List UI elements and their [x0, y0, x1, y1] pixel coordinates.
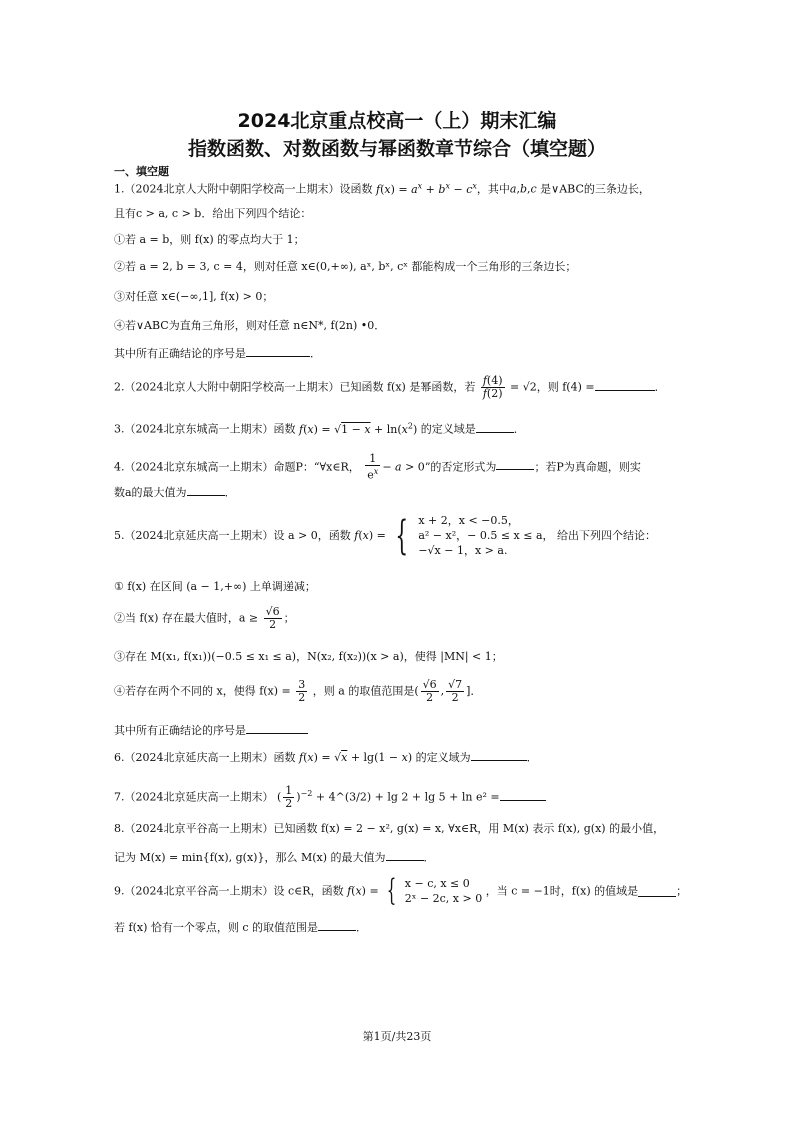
question-5-option-1: ① f(x) 在区间 (a − 1,+∞) 上单调递减； — [114, 580, 316, 593]
fraction: $\frac{3}{2}$ — [298, 678, 306, 704]
question-1-option-1: ①若 a = b，则 f(x) 的零点均大于 1； — [114, 233, 305, 246]
document-title: 2024北京重点校高一（上）期末汇编 — [237, 110, 557, 132]
answer-blank — [187, 484, 225, 496]
answer-blank — [318, 919, 356, 931]
left-brace: { — [386, 873, 397, 908]
question-2: 2.（2024北京人大附中朝阳学校高一上期末）已知函数 f(x) 是幂函数，若 $\frac{f(4)}{f(2)}$ = √2，则 f(4) = ． — [114, 374, 666, 400]
left-brace: { — [395, 512, 409, 559]
answer-blank — [496, 458, 534, 470]
fraction: $\frac{1}{2}$ — [285, 784, 293, 810]
document-subtitle: 指数函数、对数函数与幂函数章节综合（填空题） — [187, 138, 606, 160]
question-5-ask: 其中所有正确结论的序号是 — [114, 722, 308, 738]
question-6: 6.（2024北京延庆高一上期末）函数 f(x) = √x + lg(1 − x) 的定义域为 ． — [114, 751, 538, 764]
question-3: 3.（2024北京东城高一上期末）函数 $f(x) = √1 - x + \ln(x^2)$ 的定义域是 ． — [114, 421, 525, 436]
fraction: $\frac{1}{e^x}$ — [367, 452, 379, 482]
answer-blank — [476, 421, 514, 433]
answer-blank — [386, 849, 424, 861]
answer-blank — [246, 345, 310, 357]
answer-blank — [246, 722, 308, 734]
question-4-line2: 数a的最大值为 ． — [114, 486, 236, 499]
question-4-line1: 4.（2024北京东城高一上期末）命题P：“∀x∈R， $\frac{1}{e^x}$ − a > 0”的否定形式为 ；若P为真命题，则实 — [114, 452, 641, 482]
question-1-option-3: ③对任意 x∈(−∞,1], f(x) > 0； — [114, 290, 274, 303]
answer-blank — [471, 749, 527, 761]
question-1-option-2: ②若 a = 2, b = 3, c = 4，则对任意 x∈(0,+∞), aˣ, bˣ, cˣ 都能构成一个三角形的三条边长； — [114, 260, 577, 273]
question-5: 5.（2024北京延庆高一上期末）设 a > 0，函数 f(x) = { x + 2，x < −0.5， a² − x²，− 0.5 ≤ x ≤ a， −√x − 1，x > a. 给出下列四个结论： — [114, 512, 657, 559]
page-footer: 第1页/共23页 — [362, 1030, 432, 1043]
question-1-ask: 其中所有正确结论的序号是 ． — [114, 347, 321, 360]
question-9-line1: 9.（2024北京平谷高一上期末）设 c∈R，函数 f(x) = { x − c, x ≤ 0 2ˣ − 2c, x > 0 ，当 c = −1时，f(x) 的值域是 ； — [114, 873, 688, 908]
piecewise-cases: x − c, x ≤ 0 2ˣ − 2c, x > 0 — [404, 877, 483, 905]
fraction: $\frac{√6}{2}$ — [422, 678, 437, 704]
fraction: $\frac{√7}{2}$ — [448, 678, 463, 704]
fraction: $\frac{f(4)}{f(2)}$ — [482, 374, 503, 400]
question-1-option-4: ④若∨ABC为直角三角形，则对任意 n∈N*, f(2n) •0． — [114, 319, 386, 332]
piecewise-cases: x + 2，x < −0.5， a² − x²，− 0.5 ≤ x ≤ a， −√x − 1，x > a. — [418, 514, 554, 557]
question-8-line2: 记为 M(x) = min{f(x), g(x)}，那么 M(x) 的最大值为 ． — [114, 851, 435, 864]
question-9-line2: 若 f(x) 恰有一个零点，则 c 的取值范围是 ． — [114, 921, 368, 934]
fraction: $\frac{√6}{2}$ — [265, 605, 280, 631]
answer-blank — [638, 885, 676, 897]
answer-blank — [500, 789, 546, 801]
question-7: 7.（2024北京延庆高一上期末） ( $\frac{1}{2}$ )$^{-2}$ + 4^(3/2) + lg 2 + lg 5 + ln e² = — [114, 785, 546, 810]
question-5-option-2: ②当 f(x) 存在最大值时，a ≥ $\frac{√6}{2}$ ； — [114, 605, 295, 631]
question-8-line1: 8.（2024北京平谷高一上期末）已知函数 f(x) = 2 − x², g(x) = x, ∀x∈R，用 M(x) 表示 f(x), g(x) 的最小值， — [114, 822, 665, 835]
section-heading: 一、填空题 — [114, 165, 169, 178]
question-5-option-4: ④若存在两个不同的 x，使得 f(x) = $\frac{3}{2}$ ，则 a 的取值范围是( $\frac{√6}{2}$ , $\frac{√7}{2}$ ]． — [114, 678, 482, 704]
question-1-line1: 1.（2024北京人大附中朝阳学校高一上期末）设函数 $f(x) = a^x + b^x - c^x$，其中a,b,c 是∨ABC的三条边长， — [114, 181, 650, 196]
question-5-option-3: ③存在 M(x₁, f(x₁))(−0.5 ≤ x₁ ≤ a)，N(x₂, f(x₂))(x > a)，使得 |MN| < 1； — [114, 650, 503, 663]
question-1-line2: 且有c > a, c > b．给出下列四个结论： — [114, 207, 312, 220]
answer-blank — [595, 379, 655, 391]
